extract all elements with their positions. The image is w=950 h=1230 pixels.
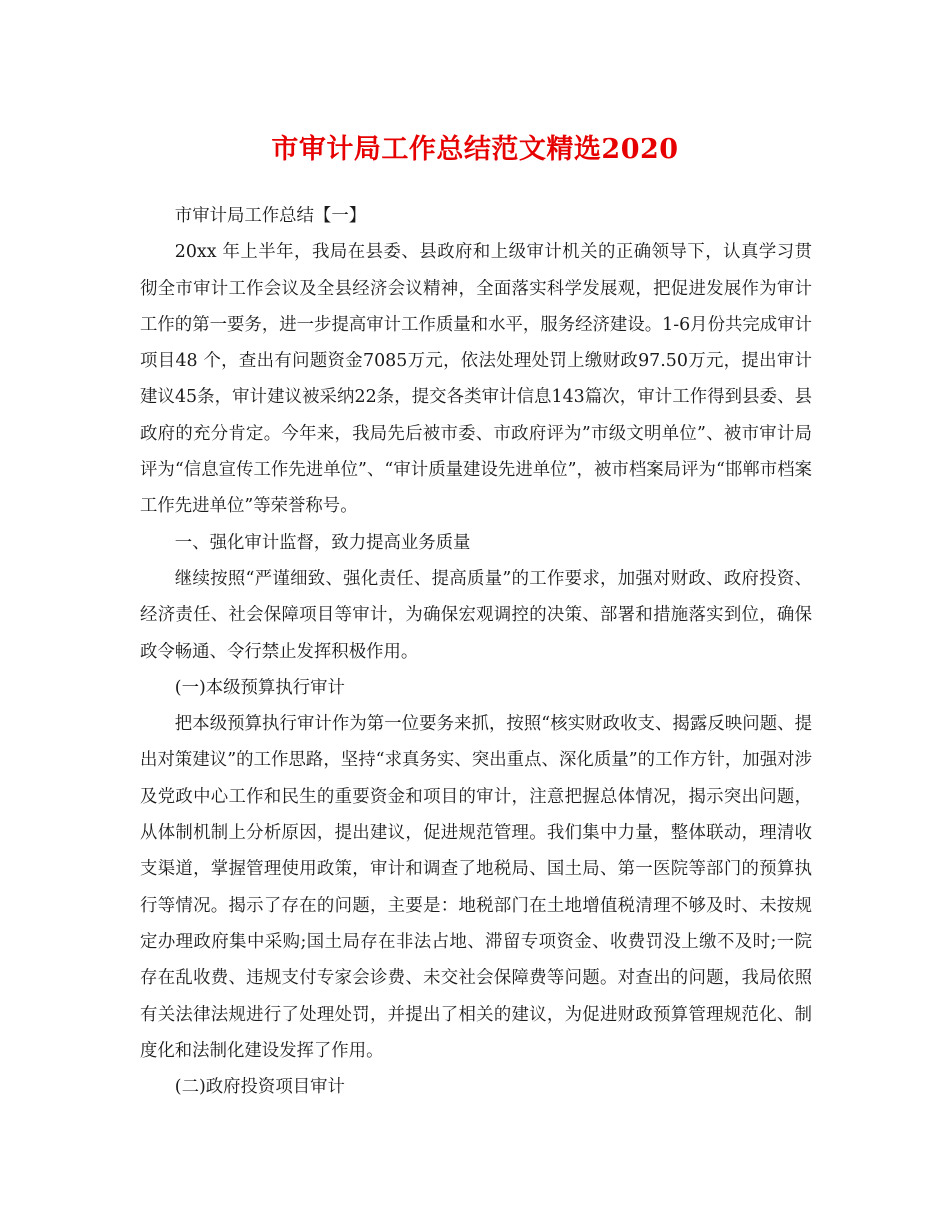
section-heading: 市审计局工作总结【一】: [174, 206, 367, 226]
paragraph: 20xx 年上半年，我局在县委、县政府和上级审计机关的正确领导下，认真学习贯彻全市审计工作会议及全县经济会议精神，全面落实科学发展观，把促进发展作为审计工作的第一要务，进一步提高审计工作质量和水平，服务经济建设。1-6月份共完成审计项目48 个，查出有问题资金7085万元，依法处理处罚上缴财政97.50万元，提出审计建议45条，审计建议被采纳22条，提交各类审计信息143篇次，审计工作得到县委、县政府的充分肯定。今年来，我局先后被市委、市政府评为”市级文明单位”、被市审计局评为“信息宣传工作先进单位”、“审计质量建设先进单位”，被市档案局评为“邯郸市档案工作先进单位”等荣誉称号。: [140, 242, 812, 517]
paragraph: 继续按照“严谨细致、强化责任、提高质量”的工作要求，加强对财政、政府投资、经济责任、社会保障项目等审计，为确保宏观调控的决策、部署和措施落实到位，确保政令畅通、令行禁止发挥积极作用。: [140, 568, 812, 662]
paragraph: 把本级预算执行审计作为第一位要务来抓，按照“核实财政收支、揭露反映问题、提出对策建议”的工作思路，坚持“求真务实、突出重点、深化质量”的工作方针，加强对涉及党政中心工作和民生的重要资金和项目的审计，注意把握总体情况，揭示突出问题，从体制机制上分析原因，提出建议，促进规范管理。我们集中力量，整体联动，理清收支渠道，掌握管理使用政策，审计和调查了地税局、国土局、第一医院等部门的预算执行等情况。揭示了存在的问题，主要是：地税部门在土地增值税清理不够及时、未按规定办理政府集中采购;国土局存在非法占地、滞留专项资金、收费罚没上缴不及时;一院存在乱收费、违规支付专家会诊费、未交社会保障费等问题。对查出的问题，我局依照有关法律法规进行了处理处罚，并提出了相关的建议，为促进财政预算管理规范化、制度化和法制化建设发挥了作用。: [140, 714, 812, 1061]
document-body: [140, 198, 812, 1105]
section-heading: 一、强化审计监督，致力提高业务质量: [174, 532, 471, 553]
subsection-heading: (二)政府投资项目审计: [174, 1077, 345, 1098]
subsection-heading: (一)本级预算执行审计: [174, 677, 345, 698]
document-title: 市审计局工作总结范文精选2020: [271, 134, 679, 165]
